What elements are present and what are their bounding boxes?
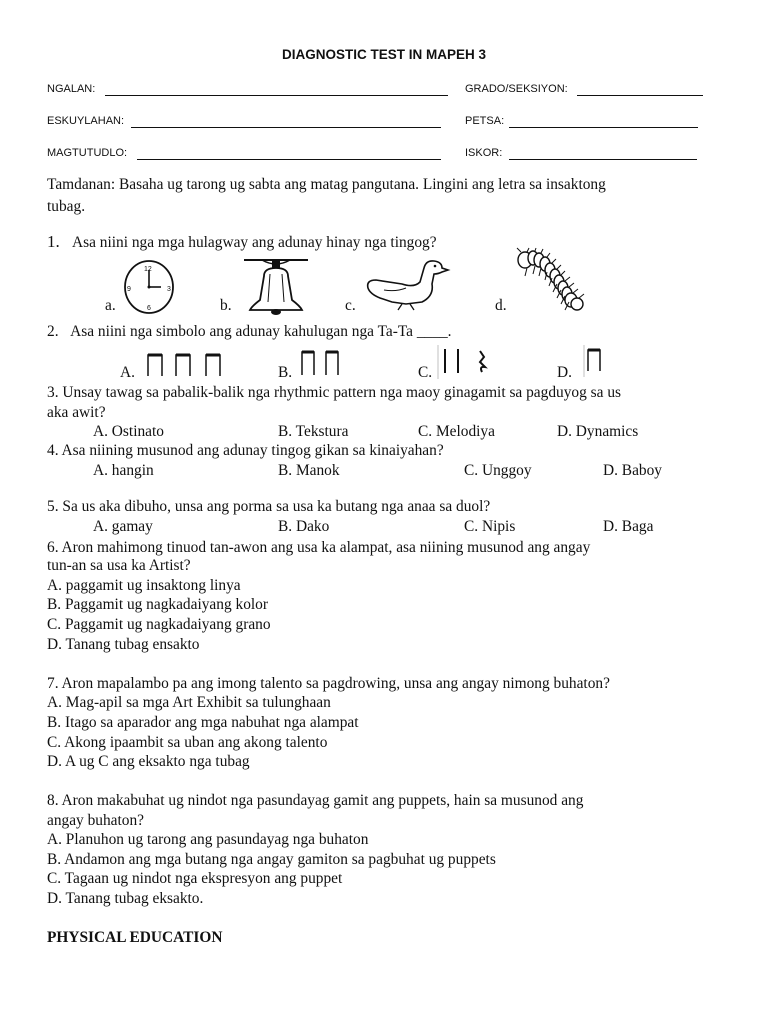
iskor-field[interactable] xyxy=(509,159,697,160)
q3-choice-a[interactable]: A. Ostinato xyxy=(93,423,164,440)
q8-choice-c[interactable]: C. Tagaan ug nindot nga ekspresyon ang puppet xyxy=(47,870,343,887)
q1-choice-d[interactable]: d. xyxy=(495,297,507,314)
q6-choice-a[interactable]: A. paggamit ug insaktong linya xyxy=(47,577,241,594)
grado-label: GRADO/SEKSIYON: xyxy=(465,83,568,95)
instructions-line2: tubag. xyxy=(47,198,86,215)
q5-text: 5. Sa us aka dibuho, unsa ang porma sa usa ka butang nga anaa sa duol? xyxy=(47,498,491,515)
q3-choice-c[interactable]: C. Melodiya xyxy=(418,423,495,440)
q2-choice-a[interactable]: A. xyxy=(120,364,135,381)
page-title: DIAGNOSTIC TEST IN MAPEH 3 xyxy=(281,47,487,62)
q7-choice-c[interactable]: C. Akong ipaambit sa uban ang akong talento xyxy=(47,734,328,751)
q1-choice-b[interactable]: b. xyxy=(220,297,232,314)
q1-text: Asa niini nga mga hulagway ang adunay hinay nga tingog? xyxy=(72,234,437,251)
section-heading-pe: PHYSICAL EDUCATION xyxy=(47,929,223,946)
bell-icon xyxy=(242,258,310,316)
q6-line1: 6. Aron mahimong tinuod tan-awon ang usa ka alampat, asa niining musunod ang angay xyxy=(47,539,591,556)
q8-choice-d[interactable]: D. Tanang tubag eksakto. xyxy=(47,890,204,907)
svg-text:3: 3 xyxy=(167,286,171,293)
q6-choice-b[interactable]: B. Paggamit ug nagkadaiyang kolor xyxy=(47,596,268,613)
q3-line1: 3. Unsay tawag sa pabalik-balik nga rhythmic pattern nga maoy ginagamit sa pagduyog sa us xyxy=(47,384,622,401)
eskuylahan-field[interactable] xyxy=(131,127,441,128)
q4-choice-a[interactable]: A. hangin xyxy=(93,462,154,479)
q2-choice-c[interactable]: C. xyxy=(418,364,433,381)
q5-choice-d[interactable]: D. Baga xyxy=(603,518,654,535)
q1-number: 1. xyxy=(47,232,60,251)
eskuylahan-label: ESKUYLAHAN: xyxy=(47,115,125,127)
petsa-label: PETSA: xyxy=(465,115,505,127)
q6-choice-d[interactable]: D. Tanang tubag ensakto xyxy=(47,636,200,653)
magtutudlo-label: MAGTUTUDLO: xyxy=(47,147,128,159)
q1-choice-a[interactable]: a. xyxy=(105,297,116,314)
q4-choice-d[interactable]: D. Baboy xyxy=(603,462,662,479)
rhythm-ta-ti-ti-triple-icon xyxy=(146,352,226,378)
q2-choice-d[interactable]: D. xyxy=(557,364,572,381)
grado-field[interactable] xyxy=(577,95,703,96)
q2-text: Asa niini nga simbolo ang adunay kahulugan nga Ta-Ta ____. xyxy=(70,323,452,340)
q1-choice-c[interactable]: c. xyxy=(345,297,356,314)
q4-choice-c[interactable]: C. Unggoy xyxy=(464,462,532,479)
q7-choice-d[interactable]: D. A ug C ang eksakto nga tubag xyxy=(47,753,250,770)
q7-text: 7. Aron mapalambo pa ang imong talento sa pagdrowing, unsa ang angay nimong buhaton? xyxy=(47,675,610,692)
iskor-label: ISKOR: xyxy=(465,147,503,159)
q7-choice-b[interactable]: B. Itago sa aparador ang mga nabuhat nga alampat xyxy=(47,714,359,731)
svg-text:6: 6 xyxy=(147,305,151,312)
q8-line2: angay buhaton? xyxy=(47,812,145,829)
q2-text-line xyxy=(47,322,451,342)
q7-choice-a[interactable]: A. Mag-apil sa mga Art Exhibit sa tulunghaan xyxy=(47,694,331,711)
q4-text: 4. Asa niining musunod ang adunay tingog gikan sa kinaiyahan? xyxy=(47,442,444,459)
q4-choice-b[interactable]: B. Manok xyxy=(278,462,340,479)
caterpillar-icon xyxy=(515,248,587,314)
q5-choice-b[interactable]: B. Dako xyxy=(278,518,330,535)
q8-choice-a[interactable]: A. Planuhon ug tarong ang pasundayag nga buhaton xyxy=(47,831,369,848)
q3-choice-d[interactable]: D. Dynamics xyxy=(557,423,639,440)
q2-choice-b[interactable]: B. xyxy=(278,364,293,381)
q3-choice-b[interactable]: B. Tekstura xyxy=(278,423,349,440)
ngalan-field[interactable] xyxy=(105,95,448,96)
q5-choice-a[interactable]: A. gamay xyxy=(93,518,153,535)
rhythm-ti-ti-double-icon xyxy=(300,349,350,377)
instructions-line1: Tamdanan: Basaha ug tarong ug sabta ang matag pangutana. Lingini ang letra sa insaktong xyxy=(47,176,606,193)
magtutudlo-field[interactable] xyxy=(137,159,441,160)
duck-icon xyxy=(362,258,452,310)
svg-text:9: 9 xyxy=(127,286,131,293)
clock-icon xyxy=(123,258,175,314)
q6-line2: tun-an sa usa ka Artist? xyxy=(47,557,191,574)
svg-text:12: 12 xyxy=(144,266,152,273)
q6-choice-c[interactable]: C. Paggamit ug nagkadaiyang grano xyxy=(47,616,271,633)
q8-choice-b[interactable]: B. Andamon ang mga butang nga angay gamiton sa pagbuhat ug puppets xyxy=(47,851,496,868)
q2-number: 2. xyxy=(47,323,59,340)
q5-choice-c[interactable]: C. Nipis xyxy=(464,518,516,535)
q3-line2: aka awit? xyxy=(47,404,106,421)
rhythm-ta-ta-rest-icon xyxy=(438,345,498,379)
ngalan-label: NGALAN: xyxy=(47,83,96,95)
rhythm-ti-ti-single-icon xyxy=(584,345,608,377)
q8-line1: 8. Aron makabuhat ug nindot nga pasundayag gamit ang puppets, hain sa musunod ang xyxy=(47,792,584,809)
petsa-field[interactable] xyxy=(509,127,698,128)
